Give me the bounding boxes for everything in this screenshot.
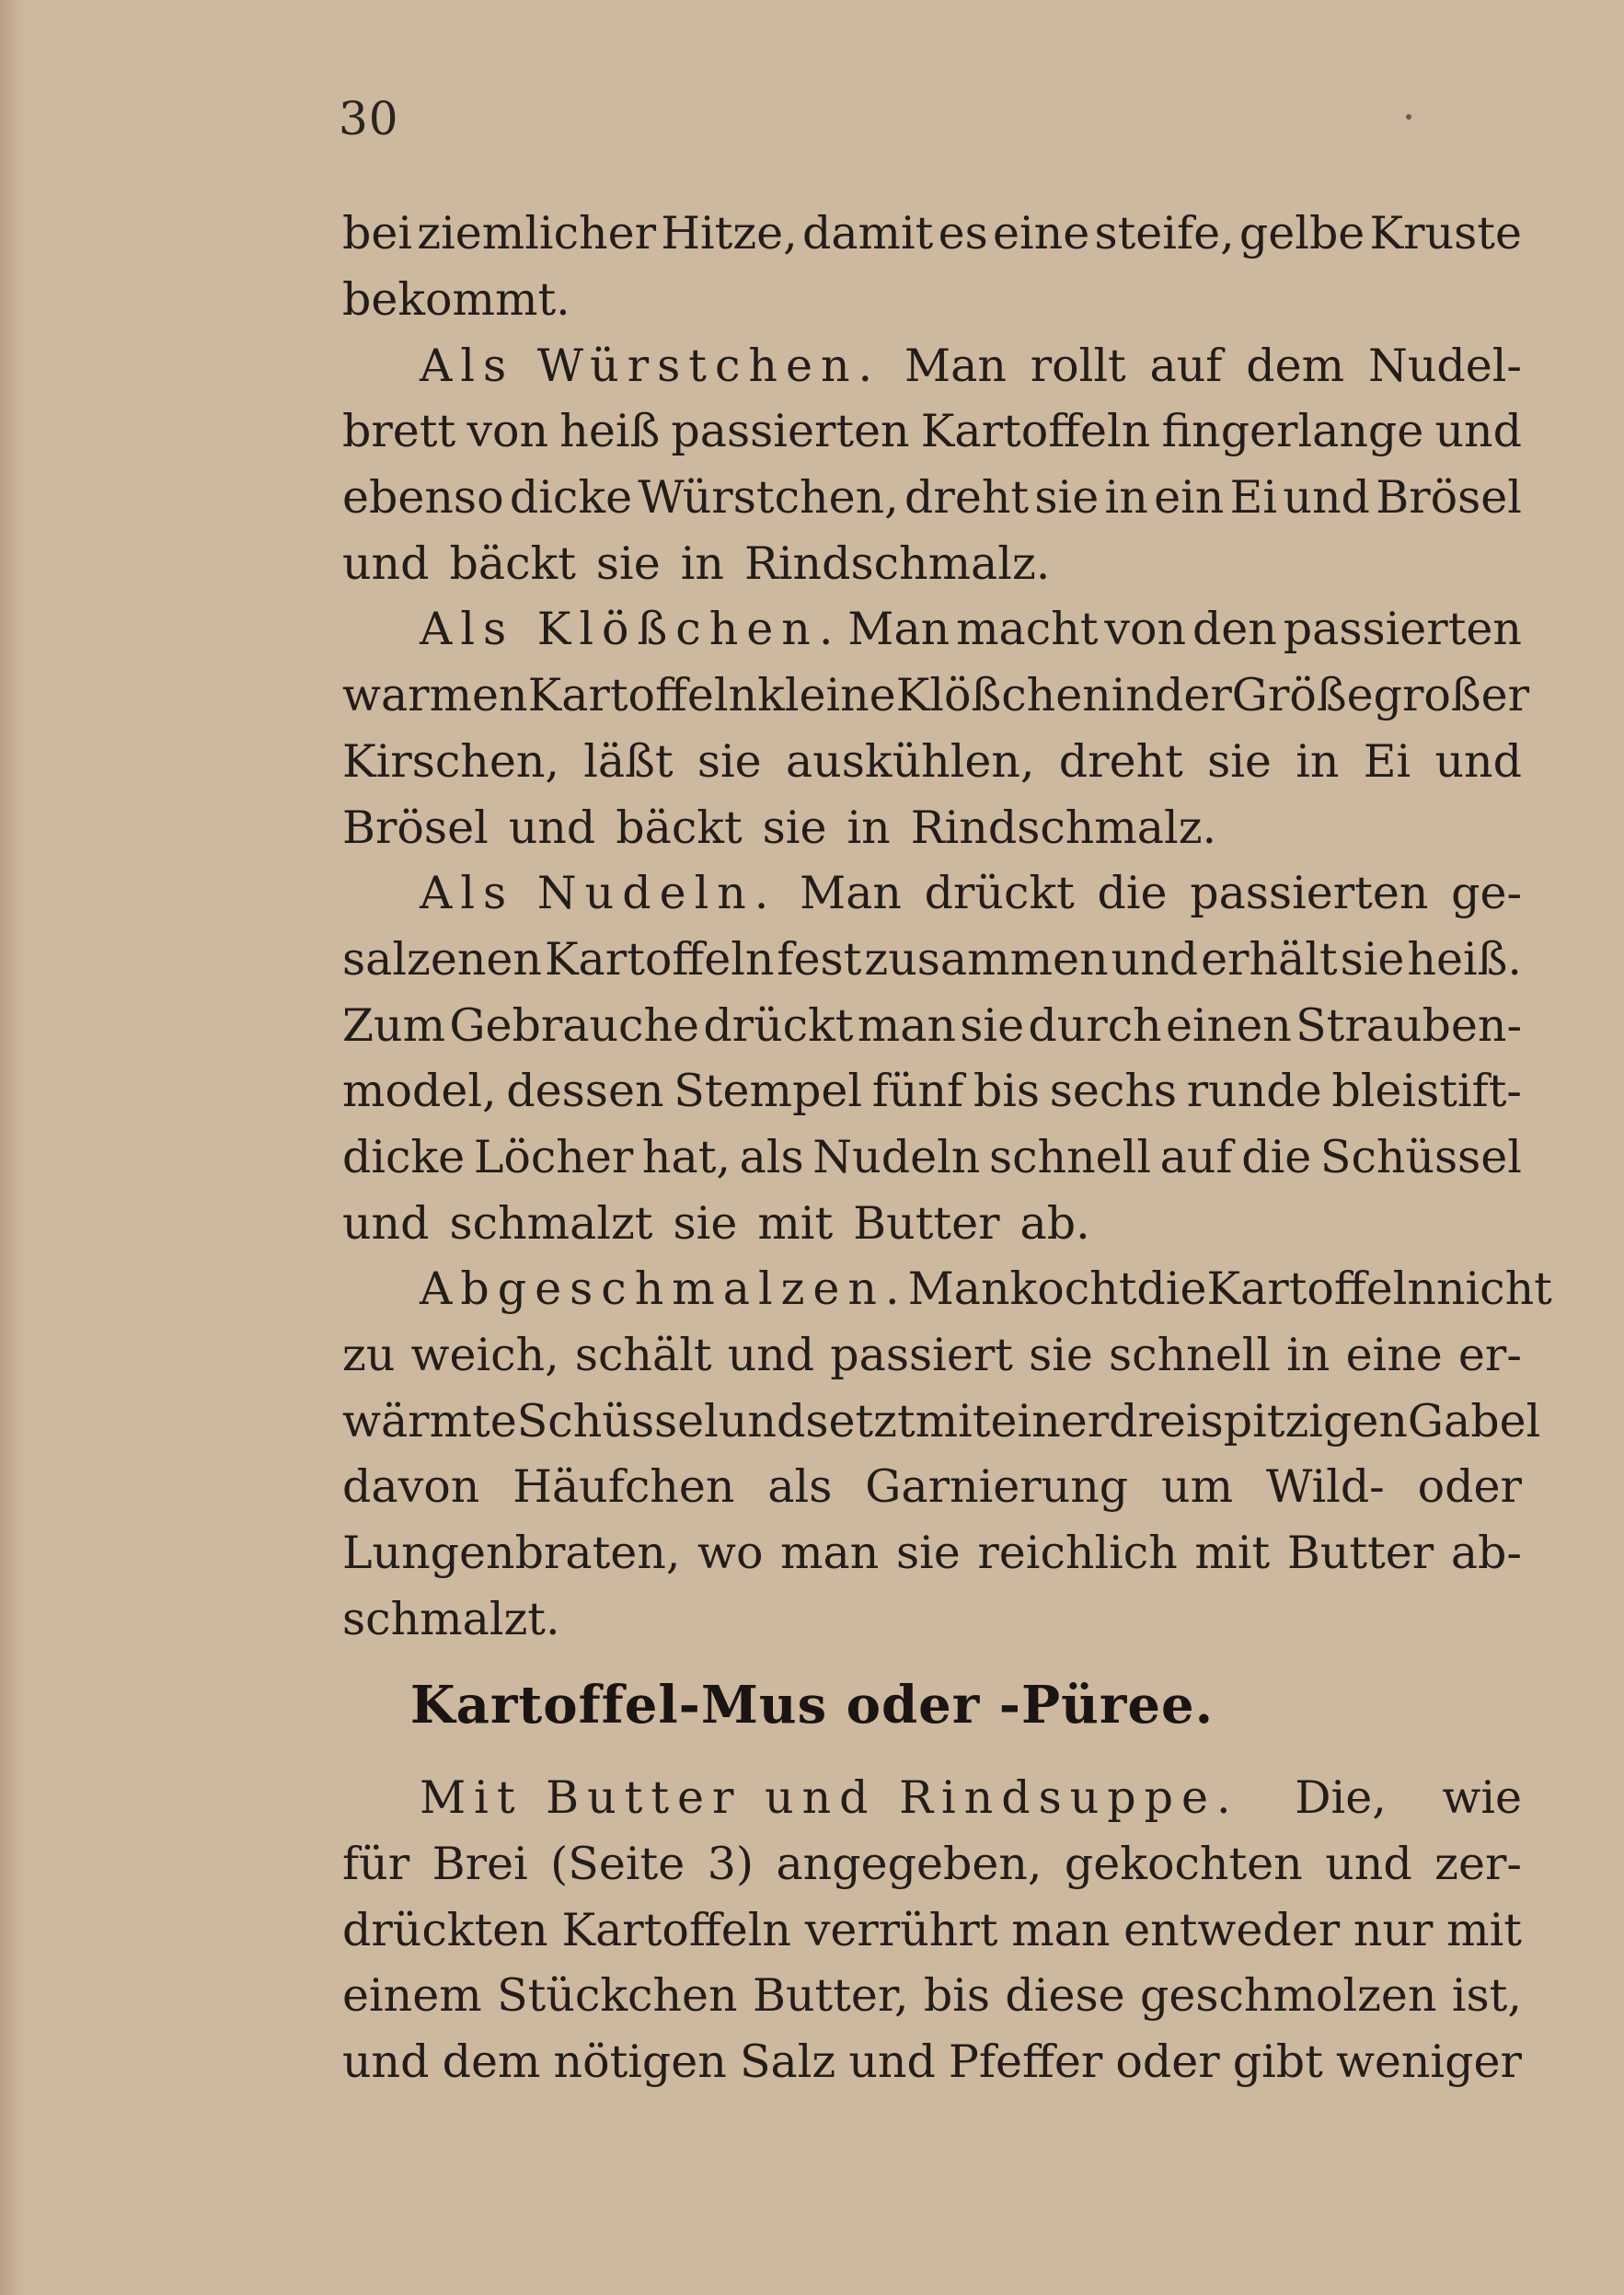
text-line [342, 1831, 1522, 1897]
word: Garnierung [865, 1460, 1129, 1514]
word: schnell [988, 1130, 1151, 1183]
word: ab- [1450, 1527, 1522, 1580]
word: sie [595, 536, 661, 590]
section-heading: Kartoffel-Mus oder -Püree. [409, 1675, 1215, 1736]
word: (Seite [550, 1838, 685, 1891]
word: Hitze, [661, 207, 798, 260]
word: Stückchen [497, 1969, 738, 2023]
word: man [1011, 1903, 1111, 1956]
word: entweder [1123, 1903, 1341, 1956]
word: gekochten [1064, 1838, 1303, 1891]
word: sie [960, 998, 1025, 1052]
word: sie [1029, 1329, 1093, 1382]
word: in [680, 536, 724, 590]
word: einen [1166, 998, 1292, 1052]
word: passierten [671, 405, 910, 458]
text-line [342, 1124, 1522, 1191]
word: Man [800, 867, 902, 920]
word: nötigen [553, 2036, 727, 2089]
word: einer [990, 1394, 1110, 1447]
word: Löcher [473, 1130, 634, 1183]
word: sie [673, 1196, 738, 1250]
word: Kruste [1369, 207, 1522, 260]
word: dessen [506, 1065, 664, 1118]
word: in [1104, 471, 1148, 525]
word: Würstchen, [638, 471, 899, 525]
word: dreispitzigen [1109, 1394, 1408, 1447]
word: drückt [924, 867, 1075, 920]
word: dem [1246, 339, 1345, 392]
word: Abgeschmalzen. [420, 1263, 908, 1316]
text-line [342, 1963, 1522, 2029]
word: sie [1034, 471, 1100, 525]
word: und [718, 1394, 806, 1447]
word: steife, [1094, 207, 1235, 260]
word: Kirschen, [342, 734, 559, 788]
word: großer [1373, 669, 1530, 722]
word: auskühlen, [785, 734, 1035, 788]
word: zer- [1434, 1838, 1522, 1891]
word: wärmte [342, 1394, 517, 1447]
word: passierten [1190, 867, 1429, 920]
text-line [342, 729, 1522, 795]
word: Lungenbraten, [342, 1527, 681, 1580]
word: ge- [1451, 867, 1522, 920]
word: Klößchen [895, 669, 1111, 722]
word: Ei [1229, 471, 1278, 525]
word: geschmolzen [1139, 1969, 1437, 2023]
text-line [342, 332, 1522, 398]
word: weniger [1335, 2036, 1522, 2089]
word: reichlich [977, 1527, 1178, 1580]
word: kocht [1009, 1263, 1137, 1316]
word: von [466, 405, 549, 458]
word: Wild- [1265, 1460, 1385, 1514]
word: Man [904, 339, 1007, 392]
word: fingerlange [1161, 405, 1424, 458]
word: Ei [1363, 734, 1411, 788]
word: gibt [1232, 2036, 1323, 2089]
word: es [938, 207, 988, 260]
word: brett [342, 405, 456, 458]
word: und [342, 2036, 430, 2089]
word: den [1192, 603, 1277, 656]
text-line [342, 267, 1522, 333]
word: drückten [342, 1903, 548, 1956]
word: dreht [904, 471, 1030, 525]
word: Brei [432, 1838, 528, 1891]
word: Rindschmalz. [743, 536, 1051, 590]
word: als [739, 1130, 804, 1183]
word: Zum [342, 998, 446, 1052]
word: Strauben- [1296, 998, 1522, 1052]
word: Nudeln [812, 1130, 981, 1183]
text-line [342, 1058, 1522, 1124]
word: ziemlicher [417, 207, 656, 260]
word: dem [442, 2036, 541, 2089]
word: mit [1446, 1903, 1522, 1956]
word: ist, [1451, 1969, 1522, 2023]
word: sie [895, 1527, 961, 1580]
word: Brösel [1376, 471, 1522, 525]
word: und [848, 2036, 936, 2089]
word: die [1136, 1263, 1207, 1316]
word: die [1097, 867, 1168, 920]
text-line [342, 927, 1522, 993]
word: zu [342, 1329, 396, 1382]
word: heiß [559, 405, 661, 458]
word: eine [992, 207, 1090, 260]
text-line [342, 1256, 1552, 1322]
word: sie [762, 801, 827, 854]
word: Die, [1295, 1771, 1387, 1825]
word: der [1155, 669, 1232, 722]
word: drückt [703, 998, 854, 1052]
text-line [342, 1388, 1541, 1454]
word: und [1434, 734, 1522, 788]
word: für [342, 1838, 410, 1891]
word: schmalzt [449, 1196, 653, 1250]
word: Nudel- [1367, 339, 1522, 392]
word: Größe [1231, 669, 1374, 722]
word: Kartoffeln [544, 932, 775, 986]
word: bekommt. [342, 273, 570, 327]
word: oder [1417, 1460, 1522, 1514]
word: die [1241, 1130, 1312, 1183]
word: Kartoffeln [561, 1903, 791, 1956]
word: damit [801, 207, 934, 260]
word: bäckt [616, 801, 743, 854]
text-line [342, 794, 1522, 860]
word: kleine [757, 669, 896, 722]
text-line [342, 1190, 1522, 1256]
word: salzenen [342, 932, 542, 986]
word: in [1296, 734, 1340, 788]
word: dicke [509, 471, 633, 525]
word: Kartoffeln [527, 669, 758, 722]
word: durch [1028, 998, 1162, 1052]
word: setzt [805, 1394, 916, 1447]
word: Schüssel [516, 1394, 719, 1447]
text-line [342, 596, 1522, 663]
word: heiß. [1407, 932, 1522, 986]
text-line [342, 1520, 1522, 1586]
word: Kartoffeln [1206, 1263, 1436, 1316]
word: als [767, 1460, 833, 1514]
word: und [727, 1329, 815, 1382]
word: Mit Butter und Rindsuppe. [420, 1771, 1239, 1825]
word: sie [1340, 932, 1405, 986]
word: in [1286, 1329, 1330, 1382]
word: in [847, 801, 891, 854]
word: um [1161, 1460, 1234, 1514]
word: mit [757, 1196, 834, 1250]
word: Kartoffeln [920, 405, 1151, 458]
word: Butter, [752, 1969, 909, 2023]
text-line [342, 992, 1522, 1058]
word: zusammen [864, 932, 1109, 986]
text-line [342, 530, 1522, 596]
word: ab. [1019, 1196, 1090, 1250]
word: Rindschmalz. [910, 801, 1217, 854]
page-binding-edge [0, 0, 26, 2295]
word: und [1325, 1838, 1412, 1891]
word: dreht [1058, 734, 1183, 788]
word: schnell [1109, 1329, 1272, 1382]
text-line [342, 663, 1530, 729]
word: hat, [641, 1130, 731, 1183]
word: von [1104, 603, 1187, 656]
word: läßt [583, 734, 674, 788]
word: Stempel [674, 1065, 862, 1118]
word: man [780, 1527, 880, 1580]
word: sechs [1049, 1065, 1178, 1118]
word: auf [1159, 1130, 1233, 1183]
word: und [342, 1196, 430, 1250]
word: oder [1115, 2036, 1220, 2089]
word: Als Würstchen. [420, 339, 881, 392]
word: runde [1186, 1065, 1322, 1118]
word: verrührt [804, 1903, 998, 1956]
word: gelbe [1238, 207, 1365, 260]
word: und [342, 536, 430, 590]
word: fest [777, 932, 862, 986]
word: bei [342, 207, 413, 260]
word: ein [1154, 471, 1225, 525]
word: erhält [1201, 932, 1338, 986]
word: Man [847, 603, 950, 656]
text-line [342, 2029, 1522, 2095]
word: sie [697, 734, 762, 788]
word: Als Nudeln. [420, 867, 777, 920]
word: und [508, 801, 596, 854]
word: model, [342, 1065, 497, 1118]
text-line [342, 860, 1522, 927]
print-speck [1406, 114, 1411, 120]
word: und [1434, 405, 1522, 458]
word: Butter [1286, 1527, 1434, 1580]
word: schmalzt. [342, 1592, 560, 1645]
word: nur [1353, 1903, 1434, 1956]
word: bäckt [449, 536, 576, 590]
word: Man [907, 1263, 1010, 1316]
word: er- [1457, 1329, 1522, 1382]
word: rollt [1030, 339, 1126, 392]
text-line [342, 1765, 1522, 1831]
word: diese [1005, 1969, 1125, 2023]
word: dicke [342, 1130, 466, 1183]
word: Schüssel [1319, 1130, 1522, 1183]
text-block-upper [342, 201, 1552, 1652]
word: davon [342, 1460, 480, 1514]
word: und [1111, 932, 1199, 986]
word: Gebrauche [449, 998, 700, 1052]
word: schält [574, 1329, 712, 1382]
word: bis [973, 1065, 1041, 1118]
word: warmen [342, 669, 528, 722]
word: und [1283, 471, 1370, 525]
text-line [342, 201, 1522, 267]
word: wo [697, 1527, 764, 1580]
word: Häufchen [513, 1460, 735, 1514]
word: einem [342, 1969, 482, 2023]
text-line [342, 465, 1522, 531]
word: in [1111, 669, 1155, 722]
word: man [857, 998, 957, 1052]
word: bis [923, 1969, 991, 2023]
text-block-lower [342, 1765, 1522, 2094]
word: macht [956, 603, 1099, 656]
word: Brösel [342, 801, 489, 854]
word: eine [1345, 1329, 1443, 1382]
word: ebenso [342, 471, 504, 525]
word: passierten [1283, 603, 1522, 656]
word: passiert [830, 1329, 1013, 1382]
word: sie [1207, 734, 1272, 788]
word: Butter [853, 1196, 1000, 1250]
text-line [342, 1454, 1522, 1520]
word: nicht [1435, 1263, 1552, 1316]
text-line [342, 398, 1522, 465]
word: angegeben, [776, 1838, 1042, 1891]
word: fünf [871, 1065, 964, 1118]
word: bleistift- [1331, 1065, 1522, 1118]
word: Pfeffer [948, 2036, 1103, 2089]
word: weich, [410, 1329, 559, 1382]
word: mit [915, 1394, 991, 1447]
word: wie [1442, 1771, 1522, 1825]
word: Gabel [1407, 1394, 1541, 1447]
word: auf [1149, 339, 1223, 392]
word: mit [1194, 1527, 1271, 1580]
word: 3) [707, 1838, 754, 1891]
text-line [342, 1586, 1522, 1652]
page-number: 30 [339, 92, 399, 145]
word: Als Klößchen. [420, 603, 842, 656]
text-line [342, 1322, 1522, 1389]
text-line [342, 1897, 1522, 1963]
word: Salz [739, 2036, 836, 2089]
